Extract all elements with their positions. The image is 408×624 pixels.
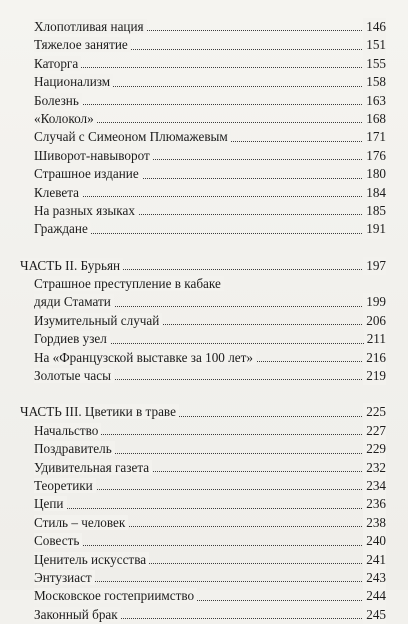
entry-title: Национализм [34, 74, 113, 89]
entry-page-number: 245 [363, 606, 386, 624]
entry-title: Клевета [34, 185, 82, 200]
toc-part-heading [20, 257, 386, 275]
toc-entry [34, 514, 386, 532]
entry-page-number: 243 [363, 569, 386, 587]
entry-title: На разных языках [34, 203, 138, 218]
toc-entry [34, 587, 386, 605]
toc-entry [34, 551, 386, 569]
entry-title: Гордиев узел [34, 331, 110, 346]
dot-leader [34, 196, 386, 197]
toc-entry [34, 202, 386, 220]
entry-title: Случай с Симеоном Плюмажевым [34, 129, 231, 144]
table-of-contents [20, 18, 386, 624]
toc-entry [34, 55, 386, 73]
toc-part-heading [20, 403, 386, 421]
entry-title-line2: дяди Стамати [34, 294, 114, 309]
toc-entry [34, 569, 386, 587]
entry-page-number: 163 [363, 92, 386, 110]
entry-page-number: 229 [363, 440, 386, 458]
entry-page-number: 244 [363, 587, 386, 605]
toc-entry [34, 165, 386, 183]
entry-page-number: 155 [363, 55, 386, 73]
entry-title: Хлопотливая нация [34, 19, 147, 34]
entry-page-number: 206 [363, 312, 386, 330]
entry-title: Цепи [34, 496, 67, 511]
entry-title: Тяжелое занятие [34, 37, 131, 52]
toc-entry [34, 349, 386, 367]
entry-page-number: 216 [363, 349, 386, 367]
toc-entry [34, 128, 386, 146]
section-gap [20, 385, 386, 403]
toc-entry [34, 477, 386, 495]
entry-page-number: 184 [363, 184, 386, 202]
entry-title: Страшное издание [34, 166, 142, 181]
toc-entry [34, 367, 386, 385]
entry-page-number: 211 [364, 330, 386, 348]
toc-entry [34, 312, 386, 330]
entry-page-number: 171 [363, 128, 386, 146]
entry-page-number: 180 [363, 165, 386, 183]
entry-title: Энтузиаст [34, 570, 95, 585]
section-gap [20, 239, 386, 257]
entry-title: Теоретики [34, 478, 96, 493]
entry-title-line1: Страшное преступление в кабаке [34, 276, 224, 291]
toc-entry [34, 73, 386, 91]
toc-entry [34, 606, 386, 624]
entry-page-number: 232 [363, 459, 386, 477]
entry-title: Законный брак [34, 607, 121, 622]
toc-entry [34, 184, 386, 202]
toc-entry [34, 92, 386, 110]
entry-title: Граждане [34, 221, 91, 236]
toc-entry [34, 275, 386, 312]
toc-entry [34, 18, 386, 36]
entry-title: Ценитель искусства [34, 552, 149, 567]
part-page-number: 225 [363, 403, 386, 421]
entry-page-number: 158 [363, 73, 386, 91]
toc-entry [34, 220, 386, 238]
part-title: ЧАСТЬ II. Бурьян [20, 258, 123, 273]
entry-page-number: 240 [363, 532, 386, 550]
toc-entry [34, 110, 386, 128]
entry-page-number: 168 [363, 110, 386, 128]
entry-title: Совесть [34, 533, 82, 548]
entry-title: На «Французской выставке за 100 лет» [34, 350, 256, 365]
part-title: ЧАСТЬ III. Цветики в траве [20, 404, 179, 419]
toc-entry [34, 440, 386, 458]
entry-title: Стиль – человек [34, 515, 128, 530]
dot-leader [34, 545, 386, 546]
entry-page-number: 227 [363, 422, 386, 440]
dot-leader [34, 67, 386, 68]
toc-entry [34, 422, 386, 440]
dot-leader [34, 508, 386, 509]
toc-entry [34, 459, 386, 477]
entry-title: Болезнь [34, 93, 82, 108]
entry-title: Каторга [34, 56, 81, 71]
entry-title: Удивительная газета [34, 460, 152, 475]
entry-page-number: 236 [363, 495, 386, 513]
toc-entry [34, 495, 386, 513]
toc-entry [34, 330, 386, 348]
entry-title: Начальство [34, 423, 101, 438]
entry-page-number: 191 [363, 220, 386, 238]
toc-entry [34, 36, 386, 54]
part-page-number: 197 [363, 257, 386, 275]
entry-title: Поздравитель [34, 441, 115, 456]
toc-entry [34, 147, 386, 165]
entry-page-number: 238 [363, 514, 386, 532]
entry-title: Золотые часы [34, 368, 114, 383]
entry-page-number: 219 [363, 367, 386, 385]
entry-title: «Колокол» [34, 111, 97, 126]
entry-page-number: 176 [363, 147, 386, 165]
entry-page-number: 146 [363, 18, 386, 36]
entry-page-number: 241 [363, 551, 386, 569]
toc-entry [34, 532, 386, 550]
entry-page-number: 234 [363, 477, 386, 495]
dot-leader [34, 104, 386, 105]
entry-page-number: 185 [363, 202, 386, 220]
entry-page-number: 199 [363, 293, 386, 311]
entry-page-number: 151 [363, 36, 386, 54]
entry-title: Московское гостеприимство [34, 588, 197, 603]
entry-title: Шиворот-навыворот [34, 148, 153, 163]
entry-title: Изумительный случай [34, 313, 162, 328]
